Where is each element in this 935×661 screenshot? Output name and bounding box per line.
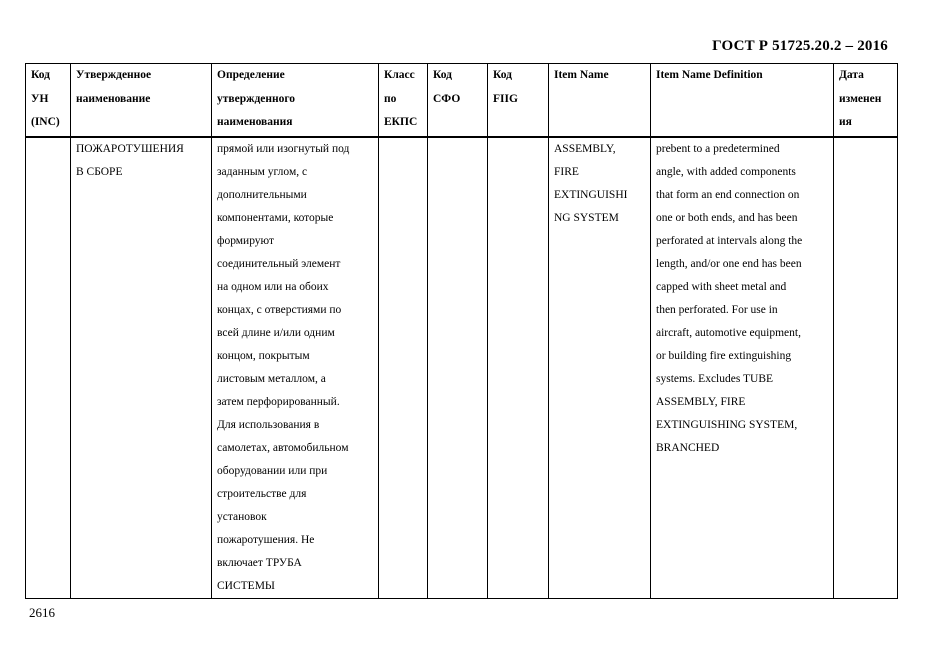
cell-line: дополнительными (217, 189, 307, 201)
header-line: Определение (217, 69, 285, 81)
header-item-name (549, 64, 651, 138)
header-line: наименование (76, 92, 151, 105)
cell-line: ПОЖАРОТУШЕНИЯ (76, 143, 184, 155)
cell-line: prebent to a predetermined (656, 143, 780, 155)
header-line: Код (31, 69, 51, 81)
cell-item-name (549, 137, 651, 599)
table-row (26, 137, 898, 599)
cell-line: В СБОРЕ (76, 166, 123, 178)
header-fiig-code (488, 64, 549, 138)
header-approved-name (71, 64, 212, 138)
cell-line: заданным углом, с (217, 166, 308, 178)
cell-code-un (26, 137, 71, 599)
cell-line: на одном или на обоих (217, 281, 329, 293)
header-ekps-class (379, 64, 428, 138)
header-line: Код (493, 69, 513, 81)
cell-change-date (834, 137, 898, 599)
cell-line: angle, with added components (656, 166, 796, 178)
cell-item-name-definition (651, 137, 834, 599)
cell-line: ASSEMBLY, (554, 143, 616, 155)
header-line: Дата (839, 69, 864, 81)
page-number: 2616 (29, 605, 55, 620)
cell-line: всей длине и/или одним (217, 327, 335, 339)
header-line: Item Name Definition (656, 69, 763, 81)
cell-line: установок (217, 511, 267, 523)
header-line: наименования (217, 116, 293, 128)
cell-line: ASSEMBLY, FIRE (656, 396, 746, 408)
cell-ekps-class (379, 137, 428, 599)
cell-line: perforated at intervals along the (656, 235, 803, 247)
header-line: Утвержденное (76, 69, 152, 81)
header-line: по (384, 92, 397, 105)
header-code-un (26, 64, 71, 138)
header-line: Класс (384, 69, 415, 81)
cell-line: Для использования в (217, 419, 320, 431)
cell-line: оборудовании или при (217, 465, 328, 477)
cell-line: length, and/or one end has been (656, 258, 802, 270)
cell-line: EXTINGUISHING SYSTEM, (656, 419, 798, 431)
cell-line: СИСТЕМЫ (217, 580, 275, 592)
cell-line: EXTINGUISHI (554, 189, 628, 201)
cell-line: aircraft, automotive equipment, (656, 327, 801, 339)
cell-line: самолетах, автомобильном (217, 442, 349, 454)
header-line: (INC) (31, 116, 60, 128)
cell-sfo-code (428, 137, 488, 599)
header-line: СФО (433, 92, 461, 105)
cell-line: one or both ends, and has been (656, 212, 798, 224)
header-line: Код (433, 69, 453, 81)
header-line: FIIG (493, 92, 518, 105)
header-line: утвержденного (217, 92, 296, 105)
document-standard-id: ГОСТ Р 51725.20.2 – 2016 (712, 38, 888, 54)
cell-line: концах, с отверстиями по (217, 304, 342, 316)
header-line: Item Name (554, 69, 609, 81)
header-definition-ru (212, 64, 379, 138)
cell-line: пожаротушения. Не (217, 534, 315, 546)
header-line: УН (31, 92, 49, 105)
cell-line: NG SYSTEM (554, 212, 619, 224)
cell-definition-ru (212, 137, 379, 599)
cell-line: компонентами, которые (217, 212, 334, 224)
cell-line: systems. Excludes TUBE (656, 373, 774, 385)
header-line: ЕКПС (384, 116, 418, 128)
cell-line: соединительный элемент (217, 258, 341, 270)
catalog-table (25, 63, 898, 599)
cell-line: затем перфорированный. (217, 396, 340, 408)
table-header-row (26, 64, 898, 138)
cell-line: прямой или изогнутый под (217, 143, 350, 155)
cell-line: концом, покрытым (217, 350, 310, 362)
header-line: изменен (839, 92, 882, 105)
cell-line: that form an end connection on (656, 189, 800, 201)
cell-line: capped with sheet metal and (656, 281, 787, 293)
cell-line: FIRE (554, 166, 579, 178)
cell-line: формируют (217, 235, 275, 247)
header-change-date (834, 64, 898, 138)
cell-fiig-code (488, 137, 549, 599)
cell-line: then perforated. For use in (656, 304, 778, 316)
cell-line: BRANCHED (656, 442, 720, 454)
cell-line: строительстве для (217, 488, 307, 500)
cell-line: листовым металлом, а (217, 373, 326, 385)
cell-approved-name (71, 137, 212, 599)
header-item-name-definition (651, 64, 834, 138)
cell-line: включает ТРУБА (217, 557, 302, 569)
header-sfo-code (428, 64, 488, 138)
cell-line: or building fire extinguishing (656, 350, 792, 362)
header-line: ия (839, 116, 852, 128)
